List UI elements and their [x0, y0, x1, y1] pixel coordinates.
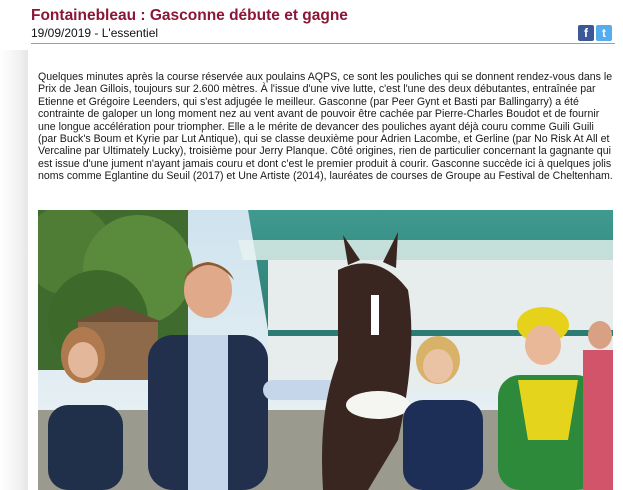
- left-gutter: [0, 50, 28, 490]
- article-header: [31, 6, 615, 41]
- article-photo: [38, 210, 613, 490]
- share-buttons: [578, 25, 612, 41]
- article-date-source: 19/09/2019 - L'essentiel: [31, 26, 159, 40]
- header-divider: [31, 43, 615, 44]
- race-winner-photo: [38, 210, 613, 490]
- facebook-icon[interactable]: f: [578, 25, 594, 41]
- article-title: Fontainebleau : Gasconne débute et gagne: [31, 7, 348, 24]
- twitter-icon[interactable]: t: [596, 25, 612, 41]
- article-body: Quelques minutes après la course réservée aux poulains AQPS, ce sont les pouliches qui se donnent rendez-vous dans le Prix de Jean Gillois, toujours sur 2.600 mètres. À l'issue d'une vive lutte, c'est l'une des deux débutantes, entraînée par Etienne et Grégoire Leenders, qui s'est adjugée le meilleur. Gasconne (par Peer Gynt et Basti par Ballingarry) a été contrainte de galoper un long moment nez au vent avant de pouvoir être cachée par Pierre-Charles Boudot et de fournir une longue accélération pour triompher. Elle a le mérite de devancer des pouliches ayant déjà couru comme Guili Guili (par Buck's Boum et Kyrie par Lut Antique), qui se classe deuxième pour Adrien Lacombe, et Gerline (par No Risk At All et Vercaline par Ultimately Lucky), troisième pour Jerry Planque. Côté origines, rien de particulier concernant la gagnante qui est issue d'une jument n'ayant jamais couru et dont c'est le premier produit à courir. Gasconne succède ici à quelques jolis noms comme Eglantine du Seuil (2017) et Une Artiste (2014), lauréates de courses de Groupe au Festival de Cheltenham.: [38, 71, 613, 183]
